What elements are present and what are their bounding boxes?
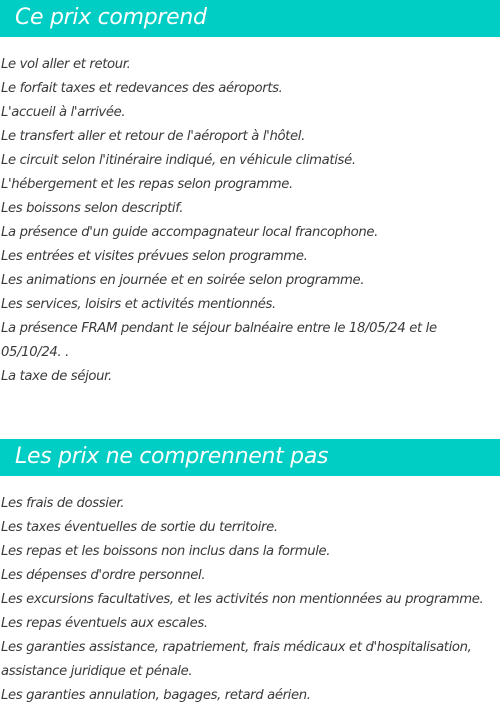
excluded-list (0, 492, 496, 708)
excluded-item: Les repas éventuels aux escales. (1, 616, 208, 631)
excluded-header (0, 439, 500, 476)
excluded-item: Les taxes éventuelles de sortie du territoire. (1, 520, 278, 535)
included-header (0, 0, 500, 37)
excluded-section (0, 439, 500, 708)
included-item: L'accueil à l'arrivée. (1, 105, 126, 120)
excluded-item: Les excursions facultatives, et les activités non mentionnées au programme. (1, 592, 484, 607)
included-item: Les animations en journée et en soirée selon programme. (1, 273, 365, 288)
excluded-item: Les garanties assistance, rapatriement, frais médicaux et d'hospitalisation, assistance juridique et pénale. (1, 640, 472, 679)
included-item: Les entrées et visites prévues selon programme. (1, 249, 308, 264)
included-item: La présence d'un guide accompagnateur local francophone. (1, 225, 379, 240)
included-list (0, 53, 496, 389)
included-item: L'hébergement et les repas selon programme. (1, 177, 293, 192)
excluded-item: Les garanties annulation, bagages, retard aérien. (1, 688, 311, 703)
included-item: Le circuit selon l'itinéraire indiqué, en véhicule climatisé. (1, 153, 356, 168)
excluded-title: Les prix ne comprennent pas (15, 444, 329, 469)
included-item: Les boissons selon descriptif. (1, 201, 184, 216)
included-item: Le forfait taxes et redevances des aéroports. (1, 81, 283, 96)
included-title: Ce prix comprend (15, 5, 207, 30)
included-item: La présence FRAM pendant le séjour balnéaire entre le 18/05/24 et le 05/10/24. . (1, 321, 437, 360)
included-item: Les services, loisirs et activités mentionnés. (1, 297, 276, 312)
included-item: La taxe de séjour. (1, 369, 112, 384)
excluded-item: Les dépenses d'ordre personnel. (1, 568, 206, 583)
excluded-item: Les frais de dossier. (1, 496, 125, 511)
included-item: Le vol aller et retour. (1, 57, 131, 72)
excluded-item: Les repas et les boissons non inclus dans la formule. (1, 544, 331, 559)
included-item: Le transfert aller et retour de l'aéroport à l'hôtel. (1, 129, 305, 144)
